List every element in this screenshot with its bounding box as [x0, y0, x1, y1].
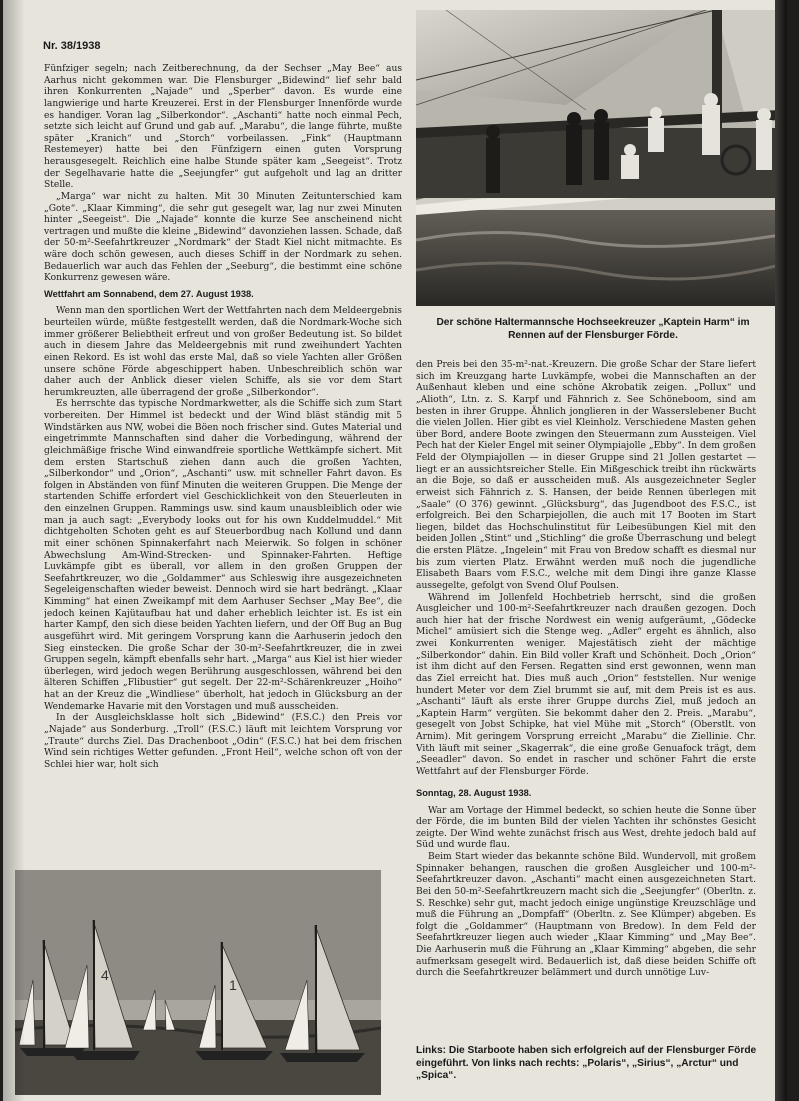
bottom-photo-caption: Links: Die Starboote haben sich erfolgreich auf der Flensburger Förde eingeführt. Von links nach rechts: „Polaris“, „Sirius“, „Arctur“ und „Spica“.: [416, 1045, 757, 1082]
paragraph: Es herrschte das typische Nordmarkwetter, als die Schiffe sich zum Start vorbereiten. Der Himmel ist bedeckt und der Wind bläst ständig mit 5 Windstärken aus NW, wobei die Böen noch frischer sind. Gutes Material und eingetrimmte Mannschaften sind daher die Vorbedingung, während der gleichmäßige frische Wind einwandfreie sportliche Wettkämpfe sichert. Mit dem ersten Startschuß ziehen dann auch die großen Yachten, „Silberkondor“ und „Orion“, „Aschanti“ usw. mit schneller Fahrt davon. Es folgen in Abständen von fünf Minuten die weiteren Gruppen. Die Menge der startenden Schiffe erfordert viel Geschicklichkeit von den Steuerleuten in den einzelnen Gruppen. Rammings usw. sind kaum unausbleiblich oder wie man ja auch sagt: „Everybody looks out for his own Kuddelmuddel.“ Mit dichtgeholten Schoten geht es auf Steuerbordbug nach Kollund und dann mit einer schönen Spinnakerfahrt nach Meierwik. So folgen in schöner Abwechslung Am-Wind-Strecken- und Spinnaker-Fahrten. Heftige Luvkämpfe gibt es überall, vor allem in den großen Gruppen der Seefahrtkreuzer, wo die „Goldammer“ aus Schleswig ihre ausgezeichneten Segeleigenschaften wieder beweist. Dennoch wird sie hart bedrängt. „Klaar Kimming“ hat einen Zweikampf mit dem Aarhuser Sechser „May Bee“, die jedoch keinen Kajütaufbau hat und daher erheblich leichter ist. Es ist ein harter Kampf, den sich diese beiden Yachten liefern, und der Off Bug an Bug ausgeführt wird. Mit geringem Vorsprung kann die Aarhuserin jedoch den Sieg einstecken. Die große Schar der 30-m²-Seefahrtkreuzer, die in zwei Gruppen segeln, kämpft ebenfalls sehr hart. „Marga“ aus Kiel ist hier wieder überlegen, wird jedoch wegen Berührung ausgeschlossen, während bei den älteren Schiffen „Flibustier“ gut segelt. Der 22-m²-Schärenkreuzer „Hoiho“ hat an der Kreuz die „Windliese“ überholt, hat jedoch in Glücksburg an der Wendemarke Havarie mit den Vorstagen und muß ausscheiden.: [44, 399, 402, 712]
sail-number: 1: [229, 977, 237, 993]
magazine-page: [3, 0, 787, 1101]
article-column-right-lower: [416, 784, 756, 1044]
paragraph: Wenn man den sportlichen Wert der Wettfahrten nach dem Meldeergebnis beurteilen würde, müßte festgestellt werden, daß die Nordmark-Woche sich immer größerer Beliebtheit erfreut und von großer Bedeutung ist. So bildet auch in diesem Jahre das Meldeergebnis mit rund zweihundert Yachten einen Rekord. Es ist wohl das erste Mal, daß so viele Yachten aller Größen unsere schöne Förde abgeschippert haben. Unbeschreiblich schön war daher auch der Anblick dieser vielen Schiffe, als sie vor dem Start herumkreuzten, alle überragend der große „Silberkondor“.: [44, 306, 402, 398]
sail-number: 4: [101, 967, 109, 983]
article-column-right-upper: [416, 360, 756, 780]
page-number: Nr. 38/1938: [43, 40, 101, 52]
binding-edge-shadow: [775, 0, 787, 1101]
paragraph: Beim Start wieder das bekannte schöne Bild. Wundervoll, mit großem Spinnaker behangen, rauschen die großen Ausgleicher und 100-m²-Seefahrtkreuzer davon. „Aschanti“ macht einen ausgezeichneten Start. Bei den 50-m²-Seefahrtkreuzern macht sich die „Seejungfer“ (Oberltn. z. S. Reschke) sehr gut, macht jedoch einige ungünstige Kreuzschläge und muß die Führung an „Dompfaff“ (Oberltn. z. See Klümper) abgeben. Es folgt die „Goldammer“ (Hauptmann von Bredow). In dem Feld der Seefahrtkreuzer liegen auch wieder „Klaar Kimming“ und „May Bee“. Die Aarhuserin muß die Führung an „Klaar Kimming“ abgeben, die sehr aufmerksam gesegelt wird. Bedauerlich ist, daß diese beiden Schiffe oft durch die Seefahrtkreuzer belämmert und durch unnötige Luv-: [416, 852, 756, 979]
top-photo-caption: Der schöne Haltermannsche Hochseekreuzer „Kaptein Harm“ im Rennen auf der Flensburger Förde.: [436, 317, 750, 341]
section-heading: Wettfahrt am Sonnabend, dem 27. August 1938.: [44, 288, 254, 299]
paragraph: „Marga“ war nicht zu halten. Mit 30 Minuten Zeitunterschied kam „Gote“. „Klaar Kimming“, die sehr gut gesegelt war, lag nur zwei Minuten hinter „Seegeist“. Die „Najade“ konnte die kurze See anscheinend nicht vertragen und mußte die kleine „Bidewind“ davonziehen lassen. Schade, daß der 50-m²-Seefahrtkreuzer „Nordmark“ der Stadt Kiel nicht mitmachte. Es wäre doch schön gewesen, auch dieses Schiff in der Nordmark zu sehen. Bedauerlich war auch das Fehlen der „Seeburg“, die bestimmt eine schöne Konkurrenz gewesen wäre.: [44, 191, 402, 284]
article-column-left: [44, 64, 402, 854]
paragraph: Während im Jollenfeld Hochbetrieb herrscht, sind die großen Ausgleicher und 100-m²-Seefahrtkreuzer nach draußen gezogen. Doch auch hier hat der frische Nordwest ein wenig aufgeräumt, „Gödecke Michel“ amüsiert sich die Stenge weg. „Adler“ ergeht es ähnlich, also zwei Konkurrenten weniger. Majestätisch zieht der mächtige „Silberkondor“ dahin. Ein Bild voller Kraft und Schönheit. Doch „Orion“ ist ihm dicht auf den Fersen. Regatten sind erst gewonnen, wenn man das Ziel erreicht hat. Dies muß auch „Orion“ feststellen. Nur wenige hundert Meter vor dem Ziel brummt sie auf, mit dem Preis ist es aus. „Aschanti“ läuft als erste ihrer Gruppe durchs Ziel, muß jedoch an „Kaptein Harm“ vergüten. Sie bekommt daher den 2. Preis. „Marabu“, gesegelt von Jobst Schipke, hat viel Mühe mit „Storch“ (Oberstlt. von Arnim). Mit geringem Vorsprung erreicht „Marabu“ die Ziellinie. Chr. Vith läuft mit seiner „Skagerrak“, die eine große Genuafock trägt, dem „Seeadler“ davon. So endet in rascher und schöner Fahrt die erste Wettfahrt auf der Flensburger Förde.: [416, 592, 756, 777]
paragraph: den Preis bei den 35-m²-nat.-Kreuzern. Die große Schar der Stare liefert sich im Kreuzgang harte Luvkämpfe, wobei die Mannschaften an der Außenhaut kleben und eine schöne Akrobatik zeigen. „Pollux“ und „Alioth“, Ltn. z. S. Karpf und Fähnrich z. See Schöneboom, sind am besten in ihrer Gruppe. Ähnlich jonglieren in der Wasserslebener Bucht die vielen Jollen. Hier gibt es viel Kleinholz. Verschiedene Masten gehen über Bord, andere Boote zwingen den Steuermann zum Aussteigen. Viel Pech hat der Kieler Engel mit seiner Olympiajolle „Ebby“. In dem großen Feld der Olympiajollen — in dieser Gruppe sind 21 Jollen gestartet — liegt er an aussichtsreicher Stelle. Ein Mißgeschick treibt ihn rückwärts an die Boje, so daß er ausscheiden muß. Als ausgezeichneter Segler erweist sich Fähnrich z. S. Hansen, der beide Rennen überlegen mit „Saale“ (O 376) gewinnt. „Glücksburg“, das Jugendboot des F.S.C., ist erfolgreich. Bei den Scharpiejollen, die auch mit 17 Booten im Start liegen, bildet das Hochschulinstitut für Leibesübungen Kiel mit den beiden Jollen „Stint“ und „Stichling“ die große Überraschung und belegt die ersten Plätze. „Ingelein“ mit Frau von Bredow schafft es diesmal nur bis zum vierten Platz. Erwähnt werden muß noch die jugendliche Elisabeth Baars vom F.S.C., welche mit dem Dingi ihre ganze Klasse aussegelte, gefolgt von Svend Oluf Poulsen.: [416, 360, 756, 591]
yacht-crew-illustration: [416, 10, 780, 306]
paragraph: War am Vortage der Himmel bedeckt, so schien heute die Sonne über der Förde, die im bunten Bild der vielen Yachten ihr schönstes Gesicht zeigte. Der Wind wehte zunächst frisch aus West, drehte jedoch bald auf Süd und wurde flau.: [416, 805, 756, 851]
paragraph: In der Ausgleichsklasse holt sich „Bidewind“ (F.S.C.) den Preis vor „Najade“ aus Sonderburg. „Troll“ (F.S.C.) läuft mit leichtem Vorsprung vor „Traute“ durchs Ziel. Das Drachenboot „Odin“ (F.S.C.) hat bei dem frischen Wind sein richtiges Wetter gefunden. „Front Heil“, welche schon oft von der Schlei hier war, holt sich: [44, 713, 402, 770]
yacht-crew-photo: [416, 10, 780, 306]
paragraph: Fünfziger segeln; nach Zeitberechnung, da der Sechser „May Bee“ aus Aarhus nicht gekommen war. Die Flensburger „Bidewind“ lief sehr bald ihren Konkurrenten „Najade“ und „Sperber“ davon. Es wurde eine langwierige und harte Kreuzerei. Erst in der Flensburger Innenförde wurde es handiger. Voran lag „Silberkondor“. „Aschanti“ hatte noch einmal Pech, setzte sich leicht auf Grund und gab auf. „Marabu“, die lange führte, mußte später „Kranich“ und „Storch“ vorbeilassen. „Fink“ (Hauptmann Restemeyer) hatte bei den Fünfzigern einen guten Vorsprung herausgesegelt. Reichlich eine halbe Stunde später kam „Seegeist“. Trotz der Segelhavarie hatte die „Seejungfer“ gut aufgeholt und lag an dritter Stelle.: [44, 64, 402, 191]
starboats-photo: [15, 870, 381, 1095]
starboats-illustration: [15, 870, 381, 1095]
section-heading: Sonntag, 28. August 1938.: [416, 788, 532, 798]
